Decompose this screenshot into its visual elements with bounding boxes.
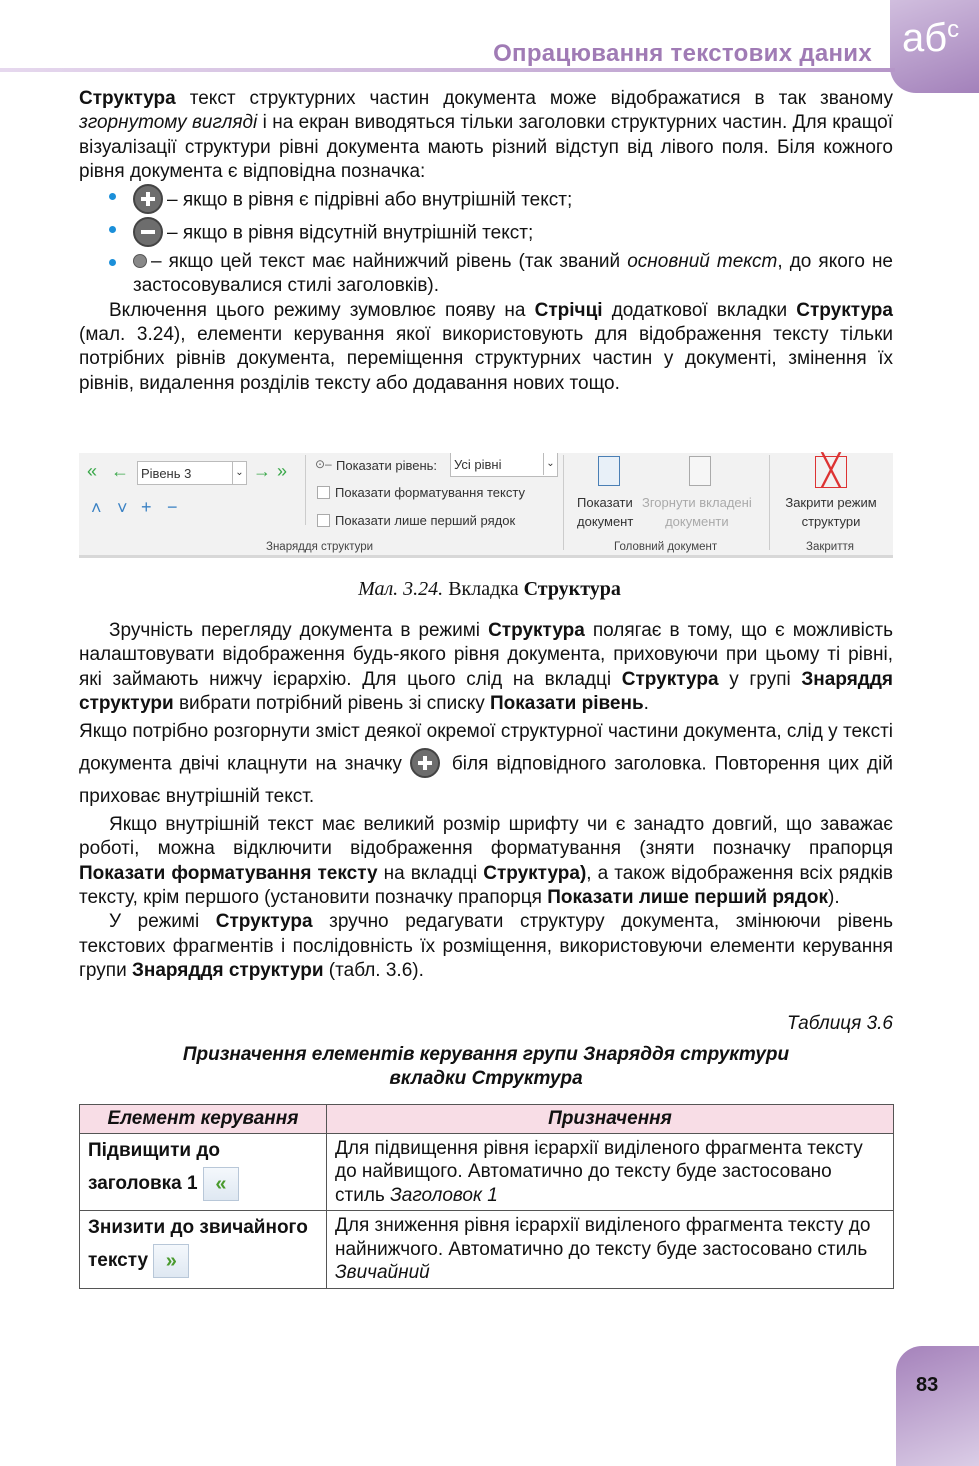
header-divider — [0, 68, 895, 72]
table-label: Таблиця 3.6 — [786, 1013, 893, 1034]
text-run: полягає в тому, що є можливість налаштовувати відображення будь-якого рівня документа, приховуючи при цьому ті рівні, які займають нижчу ієрархію. Для цього слід на вкладці — [79, 620, 893, 690]
show-level-select[interactable]: Усі рівні ⌄ — [450, 453, 558, 477]
paragraph — [79, 813, 893, 910]
collapse-subdocuments-icon — [689, 456, 711, 486]
collapse-icon[interactable]: − — [167, 497, 178, 517]
chevron-down-icon: ⌄ — [543, 453, 557, 475]
show-level-icon: ⊙– — [315, 457, 332, 471]
text-run: вибрати потрібний рівень зі списку — [173, 692, 490, 714]
text-run: Структура — [796, 299, 893, 321]
text-run: додаткової вкладки — [602, 299, 797, 321]
text-run: У режимі — [109, 911, 216, 933]
text-run: (мал. 3.24), елементи керування якої використовують для відображення тексту тільки потрібних рівнів документа, переміщення структурних частин у документі, змінення їх рівнів, видалення розділів тексту або додавання нових тощо. — [79, 324, 893, 394]
page-number: 83 — [896, 1346, 979, 1466]
divider — [305, 455, 306, 525]
text-run: – якщо в рівня є підрівні або внутрішній текст; — [167, 189, 573, 211]
collapse-subdocuments-button: Згорнути вкладені документи — [642, 495, 752, 529]
text-run: Структура — [215, 911, 313, 933]
outline-ribbon — [79, 453, 893, 558]
text-run: Включення цього режиму зумовлює появу на — [109, 299, 535, 321]
text-run: Структура — [488, 620, 585, 641]
move-down-icon[interactable]: ˅ — [117, 498, 128, 518]
chevron-down-icon: ⌄ — [232, 462, 246, 484]
text-block-2 — [79, 619, 893, 983]
body-text-dot-icon — [133, 254, 147, 268]
text-run: основний текст — [627, 251, 778, 273]
text-run: – якщо цей текст має найнижчий рівень (так званий — [151, 251, 628, 273]
section-title: Опрацювання текстових даних — [493, 40, 872, 67]
table-title: Призначення елементів керування групи Знаряддя структури вкладки Структура — [182, 1044, 790, 1089]
text-block-1 — [79, 87, 893, 396]
promote-to-heading-icon[interactable]: « — [87, 461, 98, 481]
show-document-button[interactable]: Показати документ — [577, 495, 634, 529]
figure-caption: Мал. 3.24. Вкладка Структура — [358, 578, 621, 600]
move-up-icon[interactable]: ˄ — [91, 498, 102, 518]
text-run: у групі — [718, 668, 802, 690]
close-outline-button[interactable]: Закрити режим структури — [785, 495, 877, 529]
bullet-icon — [109, 226, 116, 233]
text-run: Зручність перегляду документа в режимі — [109, 620, 489, 641]
demote-to-body-icon: » — [153, 1244, 189, 1278]
expand-icon[interactable]: + — [141, 497, 152, 517]
text-run: , а також відображення всіх рядків тексту, крім першого (установити позначку прапорця — [79, 862, 893, 909]
bullet-item — [79, 184, 893, 217]
text-run: біля відповідного заголовка. Повторення цих дій приховає внутрішній текст. — [79, 753, 893, 808]
text-run: Знаряддя структури — [79, 668, 894, 714]
show-formatting-checkbox[interactable] — [317, 486, 330, 499]
outline-controls-table — [79, 1104, 894, 1289]
text-run: згорнутому вигляді — [79, 112, 258, 134]
text-run: (табл. 3.6). — [323, 959, 424, 981]
paragraph — [79, 716, 893, 813]
paragraph — [79, 619, 893, 716]
text-run: Якщо внутрішній текст має великий розмір шрифту чи є занадто довгий, що заважає роботі, можна відключити відображення форматування (зняти позначку прапорця — [79, 814, 893, 860]
text-run: Показати лише перший рядок — [547, 887, 828, 909]
demote-to-body-icon[interactable]: » — [277, 461, 288, 481]
show-formatting-label: Показати форматування тексту — [335, 485, 525, 500]
bullet-item — [79, 217, 893, 250]
section-logo: $аб^c$ — [890, 0, 979, 93]
text-run: Показати форматування тексту — [79, 862, 378, 884]
group-label-close: Закриття — [806, 541, 854, 553]
text-run: Якщо потрібно розгорнути зміст деякої окремої структурної частини документа, слід у тексті документа двічі клацнути на значку — [79, 721, 893, 775]
demote-icon[interactable]: → — [253, 461, 271, 481]
promote-icon[interactable]: ← — [111, 461, 129, 481]
text-run: Структура — [79, 88, 176, 109]
bullet-icon — [109, 193, 116, 200]
text-run: Показати рівень — [490, 692, 644, 714]
show-document-icon[interactable] — [598, 456, 620, 486]
paragraph — [79, 299, 893, 396]
text-run: – якщо в рівня відсутній внутрішній текст; — [167, 222, 534, 244]
minus-circle-icon — [133, 217, 163, 247]
text-run: Структура) — [483, 862, 587, 884]
text-run: ). — [828, 887, 840, 909]
outline-level-select[interactable]: Рівень 3 ⌄ — [137, 461, 247, 485]
text-run: текст структурних частин документа може відображатися в так званому — [175, 88, 893, 109]
show-level-label: Показати рівень: — [336, 458, 438, 473]
text-run: , до якого не застосовувалися стилі заголовків). — [133, 251, 893, 297]
close-outline-icon[interactable]: ╳ — [815, 456, 847, 488]
table-row: Знизити до звичайного тексту » Для зниження рівня ієрархії виділеного фрагмента тексту до найнижчого. Автоматично до тексту буде застосовано стиль Звичайний — [80, 1211, 894, 1289]
text-run: Структура — [621, 668, 719, 690]
table-header-row: Елемент керування Призначення — [80, 1105, 894, 1134]
text-run: зручно редагувати структуру документа, змінюючи рівень текстових фрагментів і послідовність їх розміщення, використовуючи елементи керування групи — [79, 911, 893, 981]
divider — [769, 455, 770, 550]
text-run: Стрічці — [534, 299, 603, 321]
promote-to-heading-icon: « — [203, 1167, 239, 1201]
paragraph — [79, 87, 893, 184]
table-row: Підвищити до заголовка 1 « Для підвищення рівня ієрархії виділеного фрагмента тексту до найвищого. Автоматично до тексту буде застосовано стиль Заголовок 1 — [80, 1133, 894, 1211]
divider — [563, 455, 564, 550]
bullet-item — [79, 250, 893, 299]
plus-circle-icon — [410, 748, 440, 778]
group-label-outline-tools: Знаряддя структури — [266, 541, 374, 553]
text-run: і на екран виводяться тільки заголовки структурних частин. Для кращої візуалізації структури рівні документа мають різний відступ від лівого поля. Біля кожного рівня документа є відповідна позначка: — [79, 112, 893, 182]
show-first-line-label: Показати лише перший рядок — [335, 513, 516, 528]
text-run: . — [643, 692, 649, 714]
bullet-icon — [109, 259, 116, 266]
plus-circle-icon — [133, 184, 163, 214]
show-first-line-checkbox[interactable] — [317, 514, 330, 527]
paragraph — [79, 910, 893, 983]
text-run: на вкладці — [377, 862, 484, 884]
text-run: Знаряддя структури — [131, 959, 324, 981]
group-label-master-document: Головний документ — [614, 541, 718, 553]
